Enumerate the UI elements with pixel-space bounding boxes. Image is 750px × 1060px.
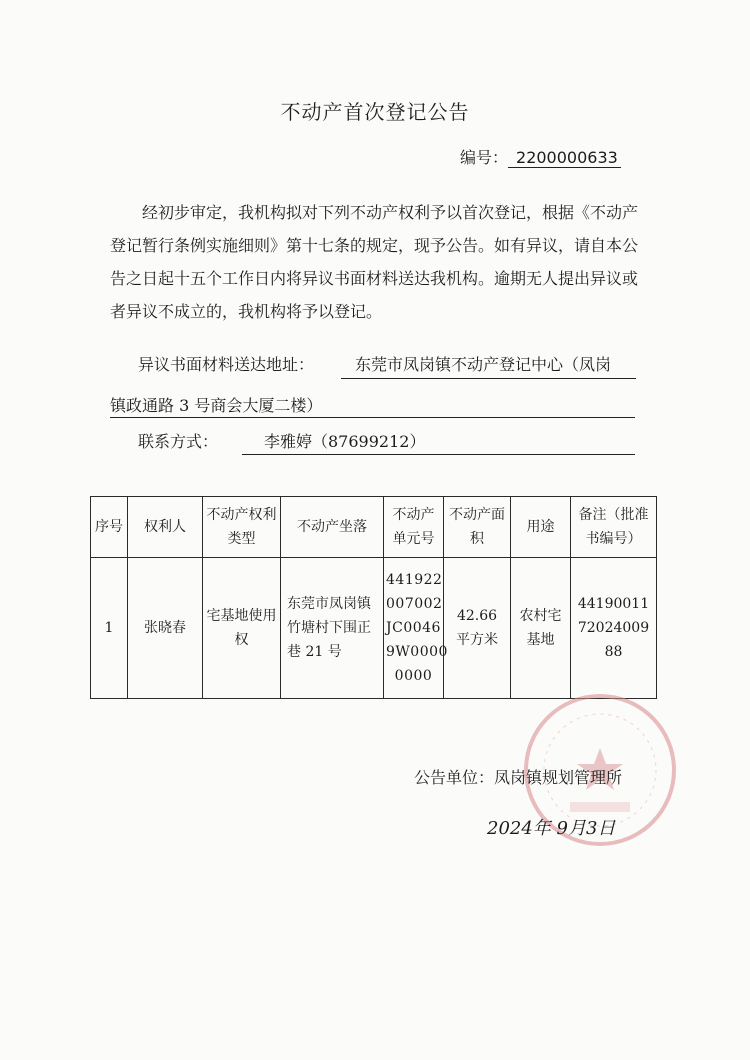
body-paragraph: 经初步审定，我机构拟对下列不动产权利予以首次登记，根据《不动产登记暂行条例实施细则》第十七条的规定，现予公告。如有异议，请自本公告之日起十五个工作日内将异议书面材料送达我机构。逾期无人提出异议或者异议不成立的，我机构将予以登记。 (110, 203, 639, 321)
contact-row (138, 430, 426, 454)
header-right-type: 不动产权利类型 (203, 497, 281, 558)
cell-location: 东莞市凤岗镇竹塘村下围正巷 21 号 (281, 558, 384, 699)
handwritten-date: 2024年 9月3日 (487, 818, 616, 839)
unit-no-line: 9W0000 (386, 644, 448, 660)
header-unit-no: 不动产单元号 (384, 497, 444, 558)
header-seq: 序号 (91, 497, 128, 558)
contact-value: 李雅婷（87699212） (242, 430, 635, 455)
cell-holder: 张晓春 (128, 558, 203, 699)
page-title: 不动产首次登记公告 (280, 100, 470, 124)
header-location: 不动产坐落 (281, 497, 384, 558)
address-value-line2: 镇政通路 3 号商会大厦二楼） (110, 395, 635, 418)
address-label: 异议书面材料送达地址： (138, 355, 315, 374)
contact-label: 联系方式： (138, 432, 219, 451)
table-row (91, 558, 657, 699)
issuer: 公告单位：凤岗镇规划管理所 (414, 768, 623, 787)
header-usage: 用途 (511, 497, 571, 558)
cell-area (444, 558, 511, 699)
objection-address-row (138, 352, 612, 378)
area-value: 42.66 (456, 608, 498, 624)
remark-line: 88 (604, 644, 623, 660)
unit-no-line: 007002 (386, 596, 443, 612)
announcement-number (460, 145, 621, 168)
unit-no-line: 0000 (394, 668, 433, 684)
header-holder: 权利人 (128, 497, 203, 558)
unit-no-line: 441922 (386, 572, 443, 588)
remark-line: 44190011 (577, 596, 650, 612)
header-remark: 备注（批准书编号） (571, 497, 657, 558)
registration-table (90, 496, 657, 699)
cell-remark (571, 558, 657, 699)
address-value-line1: 东莞市凤岗镇不动产登记中心（凤岗 (341, 352, 636, 379)
number-label: 编号： (460, 148, 509, 167)
number-value: 2200000633 (508, 148, 621, 168)
cell-right-type: 宅基地使用权 (203, 558, 281, 699)
area-unit: 平方米 (456, 632, 498, 648)
remark-line: 72024009 (577, 620, 650, 636)
unit-no-line: JC0046 (386, 620, 441, 636)
cell-seq: 1 (91, 558, 128, 699)
header-area: 不动产面积 (444, 497, 511, 558)
cell-usage: 农村宅基地 (511, 558, 571, 699)
table-header-row (91, 497, 657, 558)
cell-unit-no (384, 558, 448, 699)
